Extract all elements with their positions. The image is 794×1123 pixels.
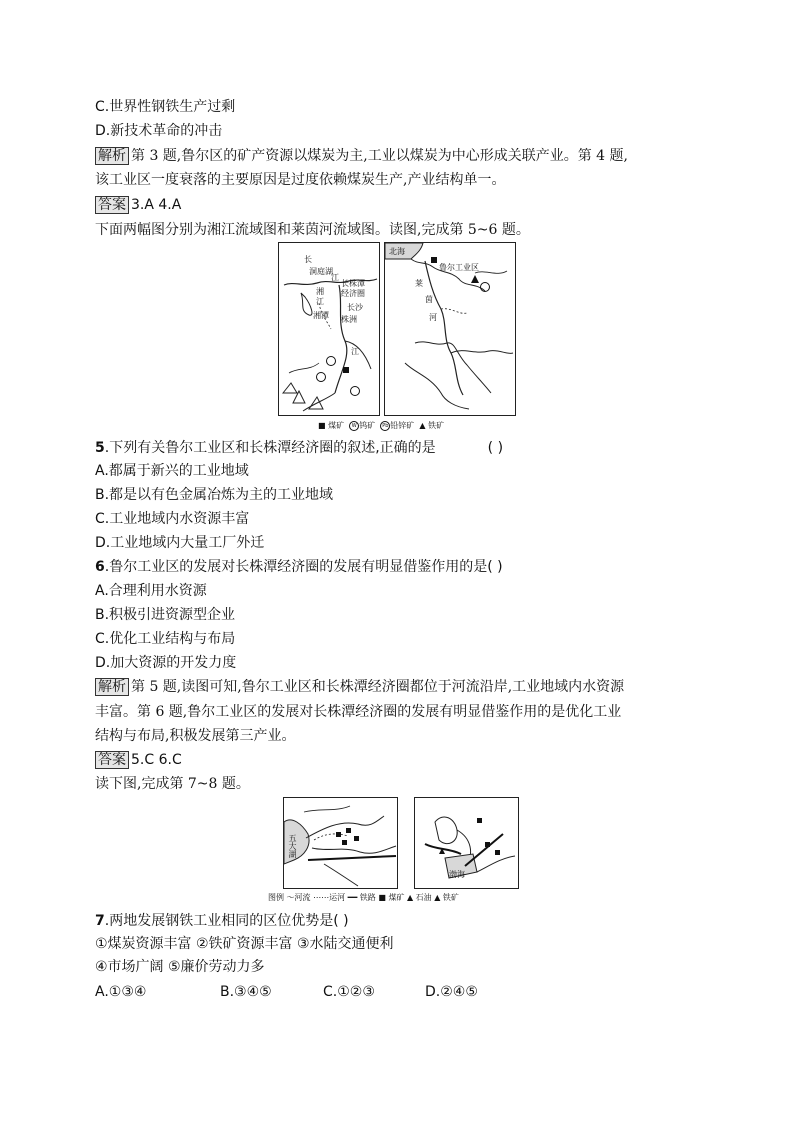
q4-option-c: C.世界性钢铁生产过剩 <box>95 99 236 115</box>
intro-5-6: 下面两幅图分别为湘江流域图和莱茵河流域图。读图,完成第 5~6 题。 <box>95 222 530 238</box>
q6-option-b: B.积极引进资源型企业 <box>95 607 236 623</box>
label-changsha: 长沙 <box>347 303 363 312</box>
right-map-svg <box>415 798 518 888</box>
q6-stem <box>95 558 503 576</box>
steel-region-map-right <box>414 797 519 889</box>
label-zhuzhou: 株洲 <box>341 315 357 324</box>
label-wudahu: 五大湖 <box>288 834 297 858</box>
legend-pbzn: 铅锌矿 <box>390 421 415 430</box>
label-jiang3: 江 <box>351 347 359 356</box>
steel-region-map-left <box>283 797 398 889</box>
label-cztjjq-2: 经济圈 <box>341 289 365 298</box>
label-dongting: 洞庭湖 <box>309 267 333 276</box>
label-jiang: 江 <box>331 273 339 282</box>
intro-7-8: 读下图,完成第 7~8 题。 <box>95 776 250 792</box>
answer-3-4 <box>95 196 181 214</box>
q7-conditions-line1: ①煤炭资源丰富 ②铁矿资源丰富 ③水陆交通便利 <box>95 936 394 952</box>
analysis-3-4-line1 <box>95 147 628 165</box>
figure1-legend <box>318 420 444 431</box>
q5-option-b: B.都是以有色金属冶炼为主的工业地域 <box>95 487 334 503</box>
q7-number: 7 <box>95 913 105 929</box>
q5-option-d: D.工业地域内大量工厂外迁 <box>95 535 265 551</box>
label-xiangtan: 湘潭 <box>313 311 329 320</box>
answer-tag: 答案 <box>95 196 129 214</box>
legend-tungsten-icon: W <box>349 421 359 431</box>
q7-conditions-line2: ④市场广阔 ⑤廉价劳动力多 <box>95 959 265 975</box>
q6-text: .鲁尔工业区的发展对长株潭经济圈的发展有明显借鉴作用的是( ) <box>104 559 503 575</box>
label-lai: 莱 <box>415 279 423 288</box>
analysis-text: 第 5 题,读图可知,鲁尔工业区和长株潭经济圈都位于河流沿岸,工业地域内水资源 <box>131 679 625 695</box>
analysis-tag: 解析 <box>95 678 129 696</box>
q5-paren: ( ) <box>487 440 504 456</box>
label-cztjjq-1: 长株潭 <box>341 279 365 288</box>
label-ruhr: 鲁尔工业区 <box>439 263 479 272</box>
answer-5-6 <box>95 751 182 769</box>
q7-option-c: C.①②③ <box>323 984 375 1000</box>
answer-tag: 答案 <box>95 751 129 769</box>
q5-option-c: C.工业地域内水资源丰富 <box>95 511 250 527</box>
label-chang: 长 <box>304 255 312 264</box>
label-xiang: 湘 <box>316 287 324 296</box>
label-yin: 茵 <box>425 295 433 304</box>
answer-text: 5.C 6.C <box>131 752 182 768</box>
left-map-svg <box>284 798 397 888</box>
q6-number: 6 <box>95 559 105 575</box>
analysis-5-6-line2: 丰富。第 6 题,鲁尔工业区的发展对长株潭经济圈的发展有明显借鉴作用的是优化工业 <box>95 704 622 720</box>
legend-tungsten: 钨矿 <box>359 421 376 430</box>
legend-iron: ▲ 铁矿 <box>419 421 445 430</box>
analysis-5-6-line1 <box>95 678 624 696</box>
legend-coal: ■ 煤矿 <box>318 421 345 430</box>
xiangjiang-basin-map <box>278 242 380 416</box>
figure2-legend: 图例 ～河流 ⋯⋯运河 ━━ 铁路 ■ 煤矿 ▲ 石油 ▲ 铁矿 <box>268 893 459 902</box>
q6-option-d: D.加大资源的开发力度 <box>95 655 237 671</box>
q5-text: .下列有关鲁尔工业区和长株潭经济圈的叙述,正确的是 <box>104 440 436 456</box>
analysis-3-4-line2: 该工业区一度衰落的主要原因是过度依赖煤炭生产,产业结构单一。 <box>95 172 506 188</box>
label-bohai: 渤海 <box>449 870 465 879</box>
analysis-5-6-line3: 结构与布局,积极发展第三产业。 <box>95 728 296 744</box>
label-jiang2: 江 <box>316 297 324 306</box>
analysis-tag: 解析 <box>95 147 129 165</box>
q5-option-a: A.都属于新兴的工业地域 <box>95 463 249 479</box>
q7-stem <box>95 912 349 930</box>
q7-text: .两地发展钢铁工业相同的区位优势是( ) <box>104 913 349 929</box>
q7-option-d: D.②④⑤ <box>425 984 478 1000</box>
label-beihai: 北海 <box>389 247 405 256</box>
q7-option-a: A.①③④ <box>95 984 147 1000</box>
q6-option-c: C.优化工业结构与布局 <box>95 631 236 647</box>
analysis-text: 第 3 题,鲁尔区的矿产资源以煤炭为主,工业以煤炭为中心形成关联产业。第 4 题, <box>131 148 628 164</box>
q7-option-b: B.③④⑤ <box>220 984 272 1000</box>
q5-stem <box>95 439 503 457</box>
rhine-basin-map <box>384 242 516 416</box>
label-he: 河 <box>429 313 437 322</box>
q6-option-a: A.合理利用水资源 <box>95 583 207 599</box>
q4-option-d: D.新技术革命的冲击 <box>95 123 223 139</box>
answer-text: 3.A 4.A <box>131 197 182 213</box>
legend-pbzn-icon: Pb <box>382 422 389 429</box>
q5-number: 5 <box>95 440 105 456</box>
